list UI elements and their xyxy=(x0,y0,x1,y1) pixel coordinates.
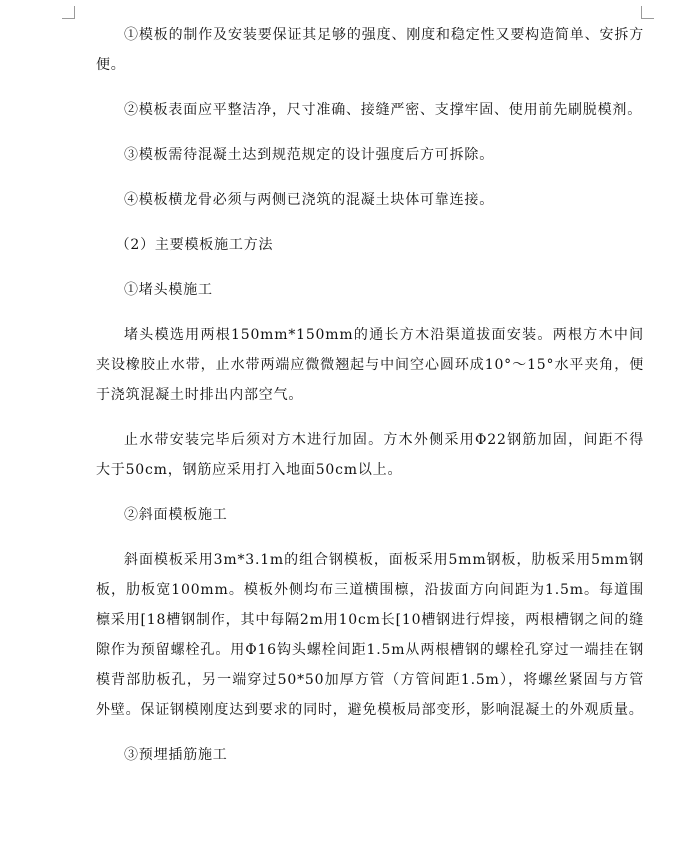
paragraph-requirement-4: ④模板横龙骨必须与两侧已浇筑的混凝土块体可靠连接。 xyxy=(124,192,494,208)
subheading-slope-formwork: ②斜面模板施工 xyxy=(124,507,228,523)
paragraph-waterstop-reinforcement: 止水带安装完毕后须对方木进行加固。方木外侧采用Φ22钢筋加固，间距不得大于50cm，钢筋应采用打入地面50cm以上。 xyxy=(96,432,644,478)
crop-mark-top-left xyxy=(62,6,75,19)
section-heading-main-method: （2）主要模板施工方法 xyxy=(115,237,274,253)
document-body xyxy=(96,20,644,785)
paragraph-requirement-2: ②模板表面应平整洁净，尺寸准确、接缝严密、支撑牢固、使用前先刷脱模剂。 xyxy=(124,102,642,118)
subheading-embedded-rebar: ③预埋插筋施工 xyxy=(124,747,228,763)
paragraph-end-formwork-body: 堵头模选用两根150mm*150mm的通长方木沿渠道拔面安装。两根方木中间夹设橡胶止水带，止水带两端应微微翘起与中间空心圆环成10°～15°水平夹角，便于浇筑混凝土时排出内部空气。 xyxy=(96,327,644,403)
paragraph-slope-formwork-body: 斜面模板采用3m*3.1m的组合钢模板，面板采用5mm钢板，肋板采用5mm钢板，肋板宽100mm。模板外侧均布三道横围檩，沿拔面方向间距为1.5m。每道围檩采用[18槽钢制作，其中每隔2m用10cm长[10槽钢进行焊接，两根槽钢之间的缝隙作为预留螺栓孔。用Φ16钩头螺栓间距1.5m从两根槽钢的螺栓孔穿过一端挂在钢模背部肋板孔，另一端穿过50*50加厚方管（方管间距1.5m），将螺丝紧固与方管外壁。保证钢模刚度达到要求的同时，避免模板局部变形，影响混凝土的外观质量。 xyxy=(96,552,644,718)
subheading-end-formwork: ①堵头模施工 xyxy=(124,282,213,298)
crop-mark-top-right xyxy=(641,6,654,19)
paragraph-requirement-3: ③模板需待混凝土达到规范规定的设计强度后方可拆除。 xyxy=(124,147,494,163)
paragraph-requirement-1: ①模板的制作及安装要保证其足够的强度、刚度和稳定性又要构造简单、安拆方便。 xyxy=(96,27,644,73)
